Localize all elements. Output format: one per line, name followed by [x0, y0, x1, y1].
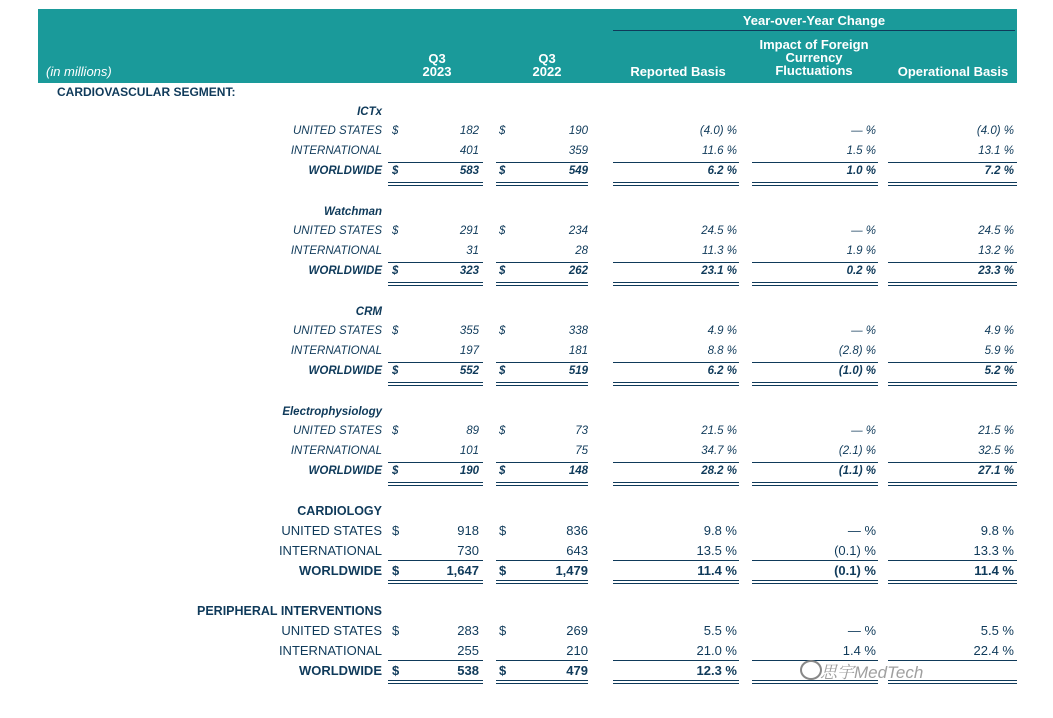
cell-rep: 12.3 % [696, 663, 737, 678]
rule-line [888, 285, 1017, 286]
cell-d2: $ [499, 365, 506, 377]
rule-line [752, 385, 878, 386]
rule-line [388, 482, 483, 483]
cell-label: INTERNATIONAL [278, 543, 382, 558]
cell-rep: 21.0 % [696, 643, 737, 658]
rule-line [613, 683, 739, 684]
group-title: Electrophysiology [282, 406, 382, 418]
cell-rep: 9.8 % [703, 523, 737, 538]
cell-d1: $ [392, 663, 400, 678]
cell-label: UNITED STATES [281, 523, 382, 538]
cell-label: UNITED STATES [292, 125, 382, 137]
cell-v2: 210 [566, 643, 588, 658]
cell-rep: 6.2 % [707, 165, 737, 177]
rule-line [888, 583, 1017, 584]
cell-op: 21.5 % [978, 425, 1014, 437]
cell-label: UNITED STATES [292, 325, 382, 337]
col-q3-2023: Q3 2023 [422, 51, 452, 79]
cell-fx: 1.9 % [846, 245, 876, 257]
cell-op: 27.1 % [978, 465, 1014, 477]
cell-v1: 190 [459, 465, 479, 477]
cell-rep: 21.5 % [701, 425, 737, 437]
rule-line [613, 583, 739, 584]
cell-op: (4.0) % [976, 125, 1014, 137]
rule-line [496, 683, 588, 684]
rule-line [888, 162, 1017, 163]
cell-d1: $ [392, 523, 400, 538]
cell-fx: — % [851, 125, 876, 137]
rule-line [388, 580, 483, 581]
rule-line [496, 382, 588, 383]
yoy-title: Year-over-Year Change [742, 13, 886, 28]
rule-line [613, 182, 739, 183]
wechat-icon [800, 660, 822, 680]
cell-v1: 583 [459, 165, 479, 177]
cell-fx: (1.1) % [838, 465, 876, 477]
rule-line [613, 660, 739, 661]
rule-line [496, 285, 588, 286]
cell-label: INTERNATIONAL [278, 643, 382, 658]
rule-line [613, 560, 739, 561]
cell-v2: 338 [568, 325, 588, 337]
cell-d1: $ [392, 365, 399, 377]
rule-line [388, 683, 483, 684]
rule-line [388, 162, 483, 163]
cell-rep: 11.6 % [702, 145, 737, 157]
rule-line [888, 462, 1017, 463]
rule-line [613, 680, 739, 681]
rule-line [613, 462, 739, 463]
rule-line [496, 660, 588, 661]
cell-v1: 255 [457, 643, 479, 658]
cell-label: WORLDWIDE [308, 165, 382, 177]
cell-label: INTERNATIONAL [290, 345, 382, 357]
cell-rep: 8.8 % [707, 345, 737, 357]
rule-line [752, 262, 878, 263]
cell-fx: — % [851, 425, 876, 437]
segment-title: CARDIOVASCULAR SEGMENT: [57, 85, 236, 99]
cell-rep: 4.9 % [707, 325, 737, 337]
cell-d2: $ [499, 125, 506, 137]
cell-v2: 181 [568, 345, 588, 357]
rule-line [888, 385, 1017, 386]
rule-line [888, 282, 1017, 283]
cell-fx: (0.1) % [834, 543, 876, 558]
rule-line [752, 580, 878, 581]
cell-v1: 89 [466, 425, 479, 437]
cell-v2: 269 [566, 623, 588, 638]
group-title: PERIPHERAL INTERVENTIONS [197, 604, 382, 618]
rule-line [752, 485, 878, 486]
cell-d1: $ [392, 465, 399, 477]
rule-line [888, 182, 1017, 183]
rule-line [496, 162, 588, 163]
rule-line [888, 362, 1017, 363]
rule-line [888, 382, 1017, 383]
rule-line [496, 680, 588, 681]
cell-op: 32.5 % [978, 445, 1014, 457]
rule-line [388, 185, 483, 186]
cell-fx: 1.5 % [846, 145, 876, 157]
cell-rep: 11.4 % [697, 563, 737, 578]
cell-d1: $ [392, 325, 399, 337]
cell-op: 9.8 % [980, 523, 1014, 538]
rule-line [752, 560, 878, 561]
rule-line [613, 262, 739, 263]
cell-v1: 552 [459, 365, 479, 377]
rule-line [496, 583, 588, 584]
cell-v1: 31 [466, 245, 479, 257]
cell-d2: $ [499, 425, 506, 437]
cell-op: 5.5 % [980, 623, 1014, 638]
cell-v2: 73 [575, 425, 588, 437]
group-title: CRM [355, 306, 382, 318]
rule-line [388, 680, 483, 681]
rule-line [496, 185, 588, 186]
cell-v2: 479 [566, 663, 588, 678]
col-reported: Reported Basis [630, 64, 726, 79]
rule-line [496, 262, 588, 263]
cell-d1: $ [392, 125, 399, 137]
rule-line [613, 282, 739, 283]
col-operational: Operational Basis [897, 64, 1009, 79]
cell-rep: 24.5 % [701, 225, 737, 237]
rule-line [752, 162, 878, 163]
cell-v2: 519 [568, 365, 588, 377]
rule-line [496, 282, 588, 283]
cell-op: 11.4 % [974, 563, 1014, 578]
rule-line [752, 282, 878, 283]
rule-line [752, 683, 878, 684]
cell-op: 13.3 % [973, 543, 1014, 558]
rule-line [888, 683, 1017, 684]
rule-line [888, 262, 1017, 263]
rule-line [752, 482, 878, 483]
cell-d2: $ [499, 165, 506, 177]
rule-line [613, 162, 739, 163]
in-millions-label: (in millions) [46, 64, 112, 79]
cell-label: INTERNATIONAL [290, 145, 382, 157]
cell-rep: 28.2 % [701, 465, 737, 477]
cell-fx: 0.2 % [846, 265, 876, 277]
cell-op: 7.2 % [984, 165, 1014, 177]
rule-line [388, 282, 483, 283]
cell-label: UNITED STATES [292, 425, 382, 437]
cell-v1: 182 [459, 125, 479, 137]
rule-line [388, 485, 483, 486]
yoy-underline [613, 30, 1015, 31]
rule-line [752, 185, 878, 186]
rule-line [613, 482, 739, 483]
cell-label: UNITED STATES [292, 225, 382, 237]
cell-v1: 291 [459, 225, 479, 237]
cell-v1: 918 [457, 523, 479, 538]
cell-label: WORLDWIDE [308, 465, 382, 477]
cell-d2: $ [499, 465, 506, 477]
rule-line [888, 185, 1017, 186]
cell-v1: 197 [459, 345, 479, 357]
rule-line [752, 462, 878, 463]
cell-label: WORLDWIDE [308, 265, 382, 277]
cell-d1: $ [392, 425, 399, 437]
rule-line [613, 362, 739, 363]
cell-rep: 13.5 % [696, 543, 737, 558]
rule-line [496, 182, 588, 183]
rule-line [496, 560, 588, 561]
rule-line [496, 362, 588, 363]
cell-v1: 323 [459, 265, 479, 277]
cell-v2: 262 [568, 265, 588, 277]
cell-rep: 11.3 % [702, 245, 737, 257]
rule-line [388, 560, 483, 561]
rule-line [888, 560, 1017, 561]
rule-line [888, 580, 1017, 581]
cell-fx: 1.0 % [846, 165, 876, 177]
rule-line [752, 285, 878, 286]
cell-v1: 1,647 [446, 563, 479, 578]
cell-v1: 538 [457, 663, 479, 678]
cell-op: 5.2 % [984, 365, 1014, 377]
cell-d1: $ [392, 623, 400, 638]
rule-line [613, 580, 739, 581]
rule-line [613, 385, 739, 386]
cell-d2: $ [499, 225, 506, 237]
rule-line [752, 583, 878, 584]
cell-label: WORLDWIDE [298, 563, 382, 578]
cell-v2: 28 [575, 245, 588, 257]
cell-v2: 75 [575, 445, 588, 457]
cell-op: 5.9 % [984, 345, 1014, 357]
rule-line [388, 583, 483, 584]
cell-rep: 34.7 % [701, 445, 737, 457]
cell-v2: 359 [568, 145, 588, 157]
cell-fx: (2.1) % [838, 445, 876, 457]
cell-fx: 1.4 % [842, 643, 876, 658]
cell-rep: 23.1 % [701, 265, 737, 277]
cell-op: 24.5 % [978, 225, 1014, 237]
cell-d1: $ [392, 563, 400, 578]
cell-d1: $ [392, 165, 399, 177]
cell-op: 23.3 % [978, 265, 1014, 277]
rule-line [888, 482, 1017, 483]
rule-line [752, 362, 878, 363]
cell-v1: 355 [459, 325, 479, 337]
cell-rep: 6.2 % [707, 365, 737, 377]
rule-line [613, 485, 739, 486]
cell-v2: 643 [566, 543, 588, 558]
cell-v2: 190 [568, 125, 588, 137]
cell-fx: — % [847, 523, 876, 538]
cell-op: 13.1 % [978, 145, 1014, 157]
cell-v2: 148 [568, 465, 588, 477]
cell-op: 13.2 % [978, 245, 1014, 257]
watermark: 思宇MedTech [820, 663, 924, 682]
group-title: CARDIOLOGY [297, 504, 382, 518]
cell-v1: 730 [457, 543, 479, 558]
cell-v1: 401 [459, 145, 479, 157]
rule-line [388, 385, 483, 386]
cell-label: WORLDWIDE [298, 663, 382, 678]
rule-line [388, 462, 483, 463]
cell-label: INTERNATIONAL [290, 445, 382, 457]
rule-line [496, 482, 588, 483]
cell-v2: 549 [568, 165, 588, 177]
cell-v2: 1,479 [555, 563, 588, 578]
cell-label: WORLDWIDE [308, 365, 382, 377]
rule-line [613, 185, 739, 186]
cell-d1: $ [392, 225, 399, 237]
cell-label: UNITED STATES [281, 623, 382, 638]
cell-v1: 101 [459, 445, 479, 457]
rule-line [388, 262, 483, 263]
rule-line [388, 362, 483, 363]
cell-fx: (1.0) % [838, 365, 876, 377]
cell-d2: $ [499, 523, 507, 538]
rule-line [752, 182, 878, 183]
cell-fx: — % [851, 225, 876, 237]
rule-line [388, 182, 483, 183]
cell-rep: (4.0) % [699, 125, 737, 137]
cell-fx: — % [851, 325, 876, 337]
cell-d2: $ [499, 623, 507, 638]
rule-line [388, 660, 483, 661]
col-q3-2022: Q3 2022 [532, 51, 562, 79]
rule-line [752, 382, 878, 383]
group-title: ICTx [357, 106, 382, 118]
cell-d2: $ [499, 663, 507, 678]
cell-rep: 5.5 % [703, 623, 737, 638]
col-fx: Impact of Foreign Currency Fluctuations [759, 37, 869, 78]
cell-d1: $ [392, 265, 399, 277]
cell-op: 22.4 % [973, 643, 1014, 658]
group-title: Watchman [324, 206, 382, 218]
rule-line [388, 382, 483, 383]
cell-d2: $ [499, 325, 506, 337]
rule-line [388, 285, 483, 286]
rule-line [613, 285, 739, 286]
cell-d2: $ [499, 265, 506, 277]
cell-fx: — % [847, 623, 876, 638]
cell-op: 4.9 % [984, 325, 1014, 337]
rule-line [496, 580, 588, 581]
cell-v2: 234 [568, 225, 588, 237]
cell-fx: (0.1) % [834, 563, 876, 578]
rule-line [496, 462, 588, 463]
cell-d2: $ [499, 563, 507, 578]
cell-fx: (2.8) % [838, 345, 876, 357]
cell-label: INTERNATIONAL [290, 245, 382, 257]
rule-line [496, 485, 588, 486]
cell-v2: 836 [566, 523, 588, 538]
rule-line [496, 385, 588, 386]
rule-line [888, 485, 1017, 486]
rule-line [613, 382, 739, 383]
cell-v1: 283 [457, 623, 479, 638]
